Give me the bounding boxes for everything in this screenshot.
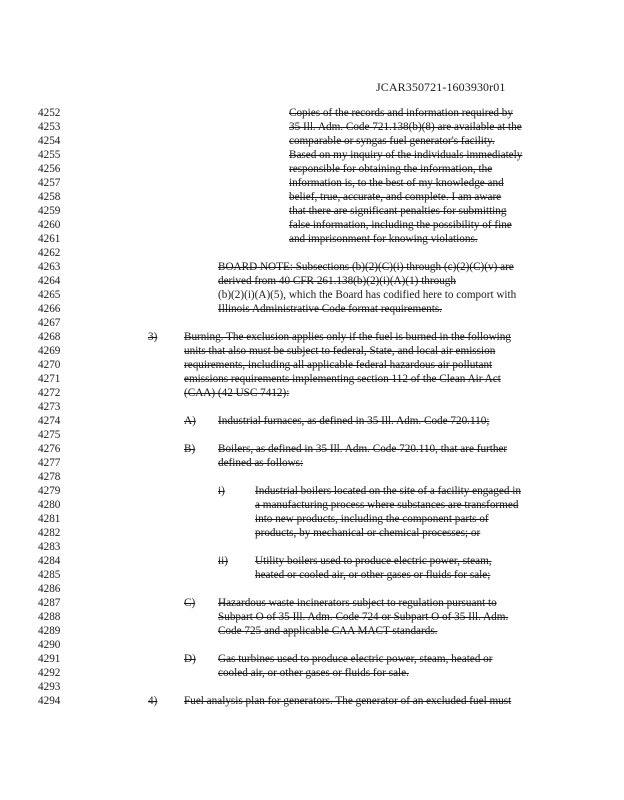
line-number: 4276 <box>38 443 61 455</box>
subitem-line: Code 725 and applicable CAA MACT standards. <box>218 625 438 637</box>
line-number: 4252 <box>38 107 61 119</box>
line-number: 4273 <box>38 401 61 413</box>
subitem-line: defined as follows: <box>218 457 304 469</box>
line-number: 4256 <box>38 163 61 175</box>
subsubitem-line: Utility boilers used to produce electric power, steam, <box>255 555 492 567</box>
line-number: 4267 <box>38 317 61 329</box>
line-number: 4261 <box>38 233 61 245</box>
line-number: 4291 <box>38 653 61 665</box>
subitem-line: Subpart O of 35 Ill. Adm. Code 724 or Subpart O of 35 Ill. Adm. <box>218 611 509 623</box>
line-number: 4265 <box>38 289 61 301</box>
line-number: 4285 <box>38 569 61 581</box>
line-number: 4274 <box>38 415 61 427</box>
cert-line: responsible for obtaining the information, the <box>289 163 493 175</box>
item-marker-a: A) <box>184 415 196 427</box>
item-marker-3: 3) <box>148 331 158 343</box>
item-marker-ii: ii) <box>218 555 228 567</box>
line-number: 4286 <box>38 583 61 595</box>
subitem-line: Industrial furnaces, as defined in 35 Ill. Adm. Code 720.110; <box>218 415 490 427</box>
line-number: 4260 <box>38 219 61 231</box>
cert-line: Based on my inquiry of the individuals immediately <box>289 149 523 161</box>
subsubitem-line: a manufacturing process where substances are transformed <box>255 499 519 511</box>
line-number: 4292 <box>38 667 61 679</box>
line-number: 4272 <box>38 387 61 399</box>
line-number: 4294 <box>38 695 61 707</box>
line-number: 4257 <box>38 177 61 189</box>
cert-line: that there are significant penalties for submitting <box>289 205 507 217</box>
line-number: 4254 <box>38 135 61 147</box>
burning-line: emissions requirements implementing section 112 of the Clean Air Act <box>184 373 501 385</box>
cert-line: information is, to the best of my knowledge and <box>289 177 504 189</box>
line-number: 4275 <box>38 429 61 441</box>
burning-line: units that also must be subject to federal, State, and local air emission <box>184 345 496 357</box>
line-number: 4279 <box>38 485 61 497</box>
line-number: 4263 <box>38 261 61 273</box>
line-number: 4288 <box>38 611 61 623</box>
cert-line: and imprisonment for knowing violations. <box>289 233 478 245</box>
subsubitem-line: products, by mechanical or chemical processes; or <box>255 527 481 539</box>
line-number: 4287 <box>38 597 61 609</box>
line-number: 4284 <box>38 555 61 567</box>
item-marker-i: i) <box>218 485 225 497</box>
subitem-line: Gas turbines used to produce electric power, steam, heated or <box>218 653 493 665</box>
cert-line: comparable or syngas fuel generator's facility. <box>289 135 495 147</box>
subsubitem-line: into new products, including the component parts of <box>255 513 489 525</box>
line-number: 4293 <box>38 681 61 693</box>
line-number: 4277 <box>38 457 61 469</box>
board-note-line: Illinois Administrative Code format requirements. <box>218 303 443 315</box>
board-note-line: (b)(2)(i)(A)(5), which the Board has codified here to comport with <box>218 289 517 301</box>
line-number: 4282 <box>38 527 61 539</box>
line-number: 4278 <box>38 471 61 483</box>
line-number: 4253 <box>38 121 61 133</box>
line-number: 4289 <box>38 625 61 637</box>
line-number: 4271 <box>38 373 61 385</box>
burning-line: requirements, including all applicable federal hazardous air pollutant <box>184 359 493 371</box>
item-marker-c: C) <box>184 597 196 609</box>
cert-line: false information, including the possibility of fine <box>289 219 512 231</box>
line-number: 4258 <box>38 191 61 203</box>
subsubitem-line: Industrial boilers located on the site of a facility engaged in <box>255 485 521 497</box>
subitem-line: cooled air, or other gases or fluids for sale. <box>218 667 409 679</box>
line-number: 4280 <box>38 499 61 511</box>
item-marker-4: 4) <box>148 695 158 707</box>
line-number: 4268 <box>38 331 61 343</box>
document-id-header: JCAR350721-1603930r01 <box>376 80 506 94</box>
burning-line: Burning. The exclusion applies only if the fuel is burned in the following <box>184 331 511 343</box>
line-number: 4270 <box>38 359 61 371</box>
board-note-line: BOARD NOTE: Subsections (b)(2)(C)(i) through (c)(2)(C)(v) are <box>218 261 514 273</box>
subsubitem-line: heated or cooled air, or other gases or fluids for sale; <box>255 569 491 581</box>
line-number: 4283 <box>38 541 61 553</box>
line-number: 4281 <box>38 513 61 525</box>
line-number: 4264 <box>38 275 61 287</box>
fuel-analysis-line: Fuel analysis plan for generators. The generator of an excluded fuel must <box>184 695 512 707</box>
burning-line: (CAA) (42 USC 7412): <box>184 387 290 399</box>
line-number: 4266 <box>38 303 61 315</box>
cert-line: 35 Ill. Adm. Code 721.138(b)(8) are available at the <box>289 121 522 133</box>
subitem-line: Hazardous waste incinerators subject to regulation pursuant to <box>218 597 497 609</box>
board-note-line: derived from 40 CFR 261.138(b)(2)(i)(A)(1) through <box>218 275 456 287</box>
subitem-line: Boilers, as defined in 35 Ill. Adm. Code 720.110, that are further <box>218 443 508 455</box>
cert-line: Copies of the records and information required by <box>289 107 513 119</box>
item-marker-b: B) <box>184 443 196 455</box>
item-marker-d: D) <box>184 653 196 665</box>
cert-line: belief, true, accurate, and complete. I am aware <box>289 191 502 203</box>
line-number: 4269 <box>38 345 61 357</box>
line-number: 4262 <box>38 247 61 259</box>
line-number: 4255 <box>38 149 61 161</box>
line-number: 4290 <box>38 639 61 651</box>
line-number: 4259 <box>38 205 61 217</box>
